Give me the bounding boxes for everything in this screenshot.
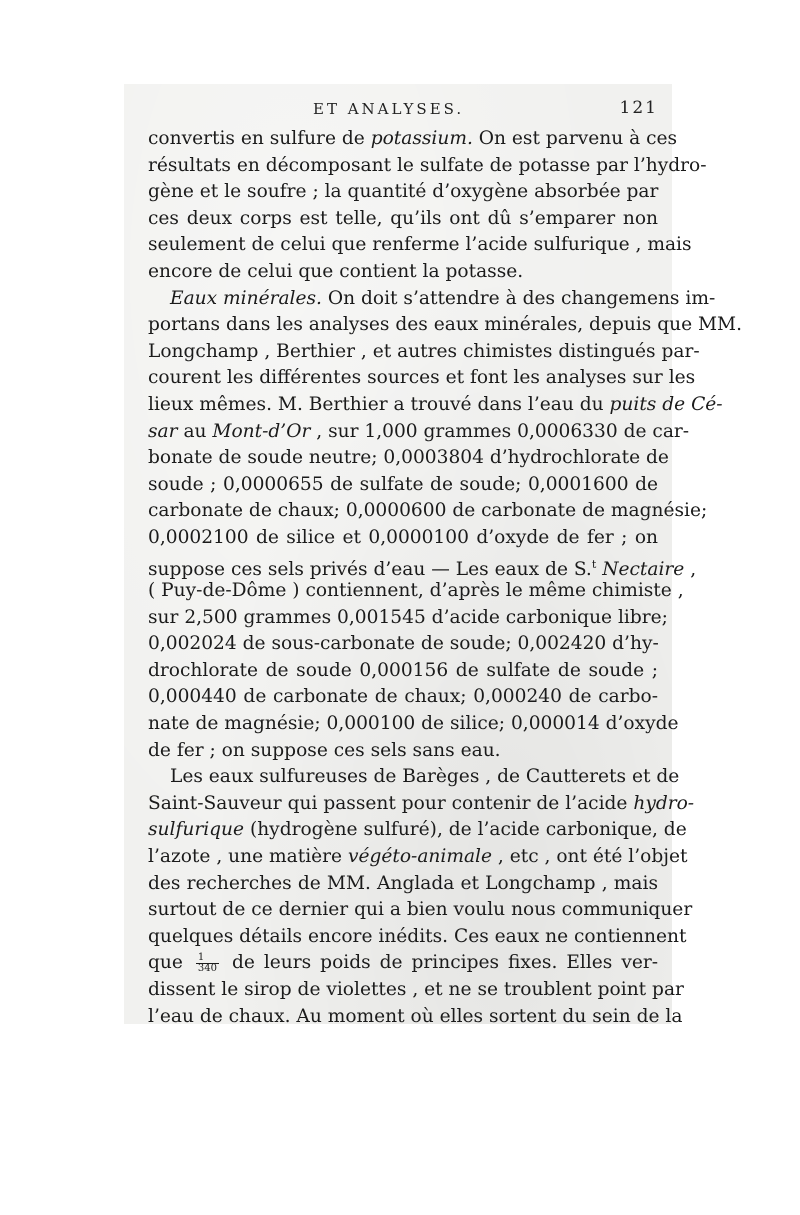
- superscript-text: t: [591, 557, 597, 571]
- text-segment: gène et le soufre ; la quantité d’oxygène absorbée par: [148, 181, 659, 203]
- text-segment: de leurs poids de principes fixes. Elles ver-: [222, 952, 659, 974]
- body-text: [148, 126, 743, 1030]
- text-segment: bonate de soude neutre; 0,0003804 d’hydrochlorate de: [148, 447, 669, 469]
- text-line: [148, 738, 658, 765]
- page-header: [148, 96, 658, 120]
- text-segment: de fer ; on suppose ces sels sans eau.: [148, 739, 501, 761]
- page-number: 121: [619, 98, 658, 118]
- fraction: [196, 953, 219, 974]
- italic-text: Eaux minérales.: [170, 287, 322, 309]
- text-line: [148, 764, 680, 791]
- text-segment: 0,002024 de sous-carbonate de soude; 0,002420 d’hy-: [148, 633, 659, 655]
- text-segment: quelques détails encore inédits. Ces eaux ne contiennent: [148, 925, 687, 947]
- text-line: [148, 472, 658, 499]
- text-segment: , etc , ont été l’objet: [492, 846, 688, 868]
- italic-text: potassium.: [370, 128, 473, 149]
- text-segment: l’azote , une matière: [148, 846, 348, 868]
- text-segment: l’eau de chaux. Au moment où elles sortent du sein de la: [148, 1005, 683, 1027]
- text-segment: dissent le sirop de violettes , et ne se troublent point par: [148, 979, 684, 1000]
- text-line: [148, 312, 743, 339]
- text-line: [148, 445, 669, 472]
- text-line: [148, 365, 696, 392]
- italic-text: Mont-d’Or: [212, 420, 311, 442]
- text-line: [148, 392, 723, 419]
- text-segment: surtout de ce dernier qui a bien voulu nous communiquer: [148, 899, 693, 921]
- text-segment: , sur 1,000 grammes 0,0006330 de car-: [310, 420, 690, 442]
- text-segment: (hydrogène sulfuré), de l’acide carbonique, de: [244, 819, 687, 841]
- text-line: [148, 578, 684, 605]
- text-line: [148, 259, 658, 286]
- text-segment: Les eaux sulfureuses de Barèges , de Cautterets et de: [170, 766, 680, 788]
- text-segment: carbonate de chaux; 0,0000600 de carbonate de magnésie;: [148, 500, 708, 522]
- text-segment: que: [148, 952, 192, 974]
- text-line: [148, 684, 658, 711]
- italic-text: sulfurique: [148, 819, 245, 841]
- text-segment: ,: [684, 558, 697, 580]
- text-line: [148, 419, 690, 446]
- text-line: [148, 206, 658, 233]
- text-segment: On est parvenu à ces: [472, 128, 678, 149]
- text-segment: ( Puy-de-Dôme ) contiennent, d’après le même chimiste ,: [148, 580, 684, 602]
- text-line: [148, 977, 684, 1004]
- text-line: [148, 871, 658, 898]
- text-line: [148, 153, 707, 180]
- text-line: [148, 711, 679, 738]
- text-segment: 0,000440 de carbonate de chaux; 0,000240 de carbo-: [148, 686, 658, 708]
- text-line: [148, 950, 658, 977]
- italic-text: puits de Cé-: [609, 393, 723, 415]
- text-line: [148, 658, 658, 685]
- fraction-numerator: 1: [196, 953, 219, 964]
- text-line: [148, 525, 658, 552]
- text-segment: soude ; 0,0000655 de sulfate de soude; 0,0001600 de: [148, 473, 658, 495]
- text-segment: portans dans les analyses des eaux minérales, depuis que MM.: [148, 314, 743, 336]
- running-title: ET ANALYSES.: [313, 100, 465, 118]
- text-segment: au: [177, 420, 213, 442]
- text-segment: sur 2,500 grammes 0,001545 d’acide carbonique libre;: [148, 606, 668, 628]
- text-segment: seulement de celui que renferme l’acide sulfurique , mais: [148, 234, 692, 256]
- text-segment: nate de magnésie; 0,000100 de silice; 0,000014 d’oxyde: [148, 713, 679, 735]
- text-line: [148, 897, 693, 924]
- text-line: [148, 1004, 683, 1031]
- text-segment: suppose ces sels privés d’eau — Les eaux de S.: [148, 558, 592, 580]
- text-line: [148, 232, 692, 259]
- text-segment: convertis en sulfure de: [148, 128, 371, 149]
- text-line: [148, 339, 700, 366]
- fraction-denominator: 340: [197, 962, 217, 974]
- text-segment: des recherches de MM. Anglada et Longchamp , mais: [148, 872, 658, 894]
- italic-text: hydro-: [633, 792, 695, 814]
- text-line: [148, 817, 687, 844]
- text-segment: ces deux corps est telle, qu’ils ont dû s’emparer non: [148, 207, 658, 229]
- text-line: [148, 844, 688, 871]
- text-segment: courent les différentes sources et font les analyses sur les: [148, 367, 696, 389]
- text-segment: résultats en décomposant le sulfate de potasse par l’hydro-: [148, 154, 707, 176]
- text-line: [148, 631, 658, 658]
- text-line: [148, 791, 695, 818]
- italic-text: sar: [148, 420, 178, 442]
- text-segment: On doit s’attendre à des changemens im-: [321, 287, 716, 309]
- text-line: [148, 924, 687, 951]
- text-line: [148, 605, 668, 632]
- text-line: [148, 179, 658, 206]
- text-line: [148, 552, 697, 580]
- text-segment: Longchamp , Berthier , et autres chimistes distingués par-: [148, 340, 700, 362]
- text-segment: drochlorate de soude 0,000156 de sulfate de soude ;: [148, 659, 658, 681]
- text-line: [148, 498, 708, 525]
- text-segment: lieux mêmes. M. Berthier a trouvé dans l’eau du: [148, 393, 610, 415]
- text-line: [148, 126, 678, 153]
- text-segment: encore de celui que contient la potasse.: [148, 260, 524, 282]
- italic-text: végéto-animale: [347, 846, 492, 868]
- text-segment: Saint-Sauveur qui passent pour contenir de l’acide: [148, 792, 634, 814]
- text-line: [148, 286, 716, 313]
- text-segment: 0,0002100 de silice et 0,0000100 d’oxyde de fer ; on: [148, 526, 658, 548]
- italic-text: Nectaire: [602, 558, 685, 580]
